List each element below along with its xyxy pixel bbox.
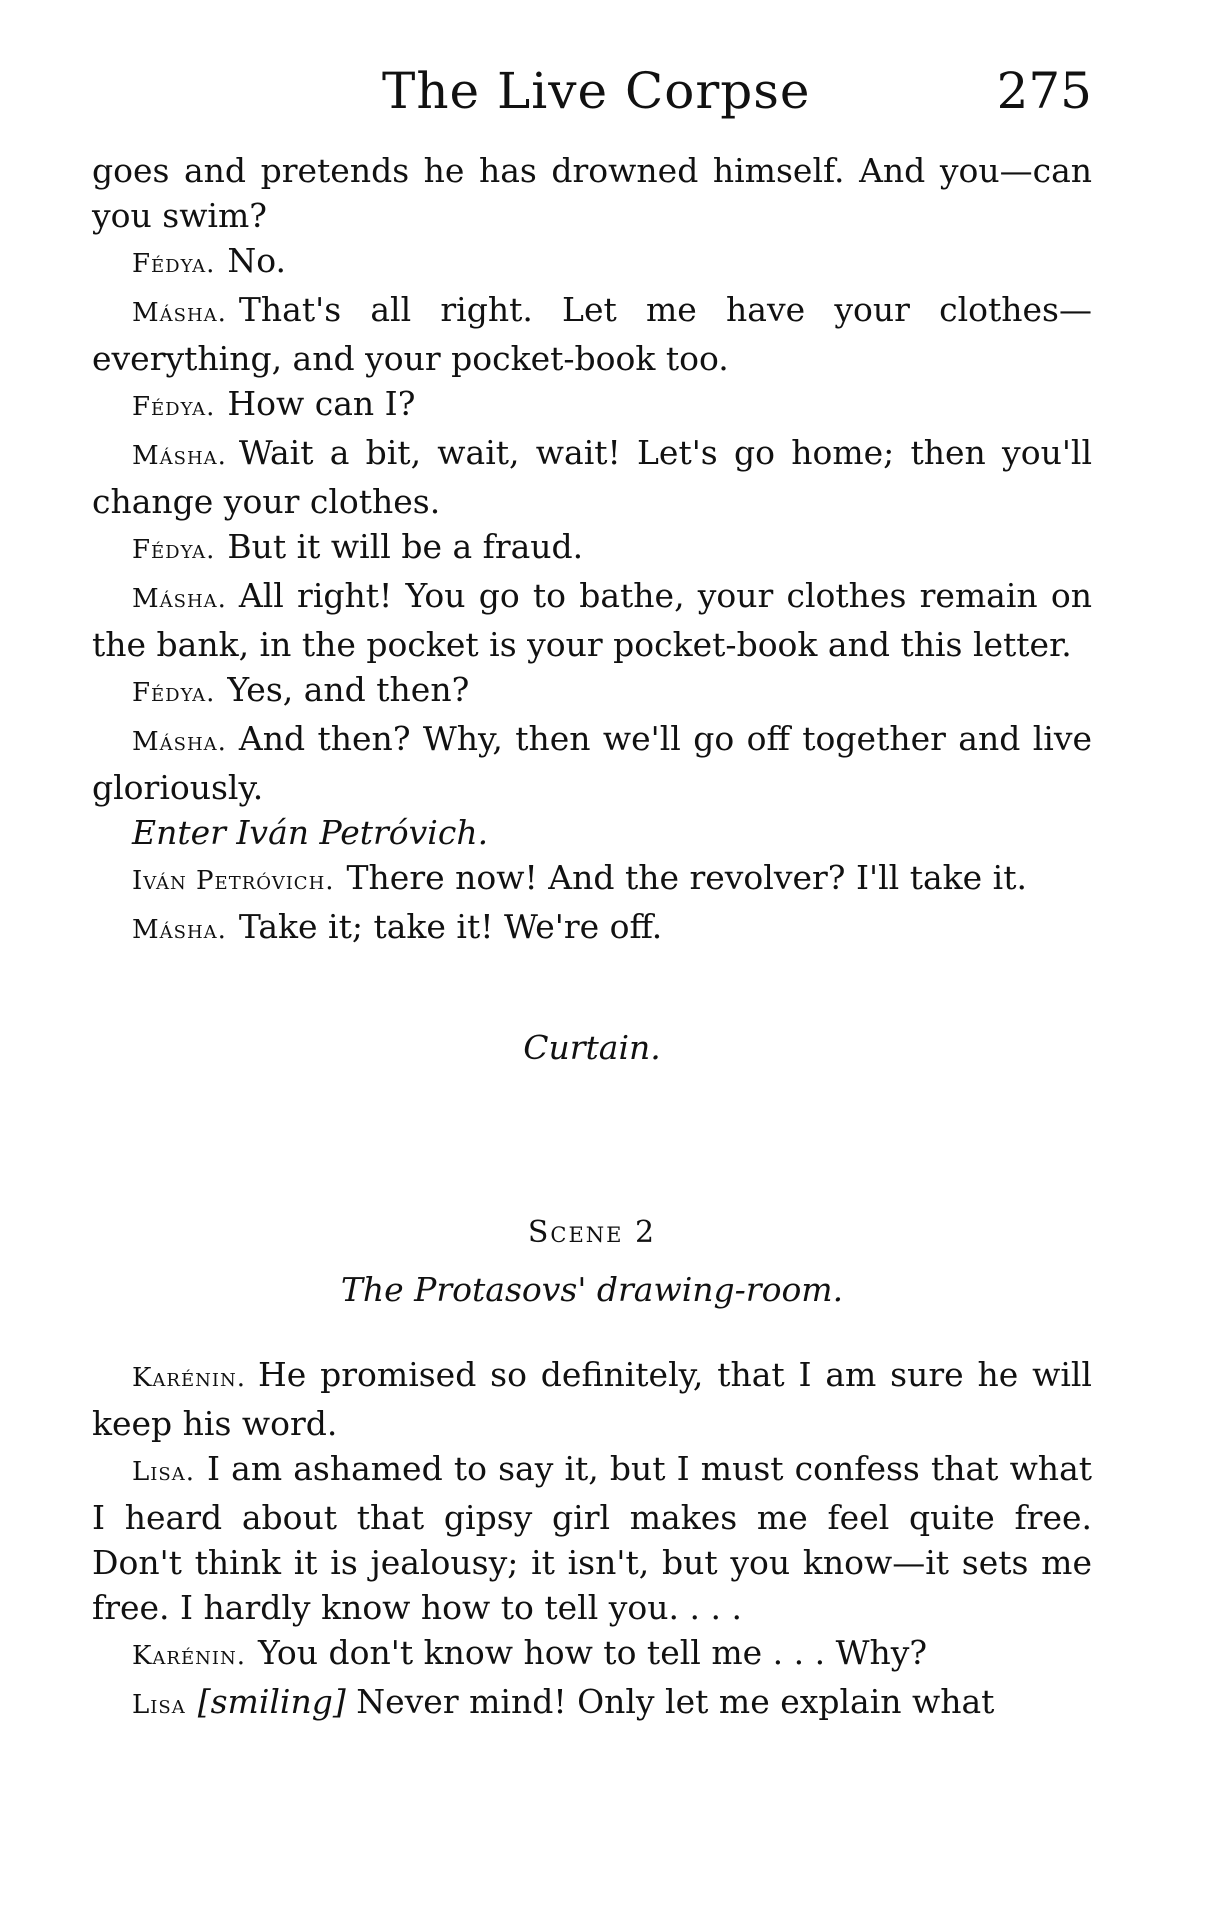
dialogue-line — [92, 1630, 1092, 1679]
dialogue-line — [92, 716, 1092, 810]
dialogue-line — [92, 1679, 1092, 1728]
speaker-name: Fédya. — [132, 392, 216, 422]
speaker-name: Másha. — [132, 298, 227, 328]
dialogue-line — [92, 287, 1092, 381]
speech-text: Yes, and then? — [227, 670, 470, 709]
dialogue-line — [92, 667, 1092, 716]
speaker-name: Iván Petróvich. — [132, 866, 335, 896]
dialogue-line — [92, 430, 1092, 524]
speaker-name: Karénin. — [132, 1363, 246, 1393]
dialogue-line — [92, 524, 1092, 573]
speech-text: And then? Why, then we'll go off together and live gloriously. — [92, 719, 1092, 807]
dialogue-line — [92, 1446, 1092, 1630]
scene-heading: Scene 2 — [527, 1215, 657, 1250]
running-head — [92, 62, 1092, 132]
speaker-name: Másha. — [132, 915, 227, 945]
speech-text: No. — [227, 241, 287, 280]
dialogue-line — [92, 238, 1092, 287]
speaker-name: Másha. — [132, 727, 227, 757]
speaker-name: Fédya. — [132, 535, 216, 565]
page-number: 275 — [996, 62, 1092, 120]
speech-text: All right! You go to bathe, your clothes remain on the bank, in the pocket is your pocket-book and this letter. — [92, 576, 1092, 664]
speaker-name: Másha. — [132, 441, 227, 471]
speaker-name: Lisa. — [132, 1457, 195, 1487]
scene-setting: The Protasovs' drawing-room. — [340, 1270, 844, 1309]
dialogue-line — [92, 855, 1092, 904]
speaker-name: Másha. — [132, 584, 227, 614]
inline-stage-direction: [smiling] — [197, 1682, 346, 1721]
speaker-name: Karénin. — [132, 1641, 246, 1671]
speaker-name: Fédya. — [132, 249, 216, 279]
dialogue-line — [92, 381, 1092, 430]
speech-text: I am ashamed to say it, but I must confess that what I heard about that gipsy girl makes me feel quite free. Don't think it is jealousy; it isn't, but you know—it sets me free. I hardly know how to tell you. . . . — [92, 1449, 1092, 1627]
speech-text: He promised so definitely, that I am sure he will keep his word. — [92, 1355, 1092, 1443]
speech-text: Take it; take it! We're off. — [238, 907, 663, 946]
stage-direction: Enter Iván Petróvich. — [132, 813, 489, 852]
opening-line: goes and pretends he has drowned himself. And you—can you swim? — [92, 151, 1092, 235]
dialogue-line — [92, 904, 1092, 953]
running-title: The Live Corpse — [382, 62, 811, 120]
speech-text: You don't know how to tell me . . . Why? — [258, 1633, 928, 1672]
speech-text: How can I? — [227, 384, 416, 423]
speech-text: But it will be a fraud. — [227, 527, 584, 566]
speaker-name: Lisa — [132, 1690, 186, 1720]
speech-text: Never mind! Only let me explain what — [356, 1682, 995, 1721]
speech-text: Wait a bit, wait, wait! Let's go home; then you'll change your clothes. — [92, 433, 1092, 521]
dialogue-line — [92, 1352, 1092, 1446]
body-text — [92, 148, 1092, 1728]
speech-text: There now! And the revolver? I'll take it. — [346, 858, 1027, 897]
speech-text: That's all right. Let me have your clothes—everything, and your pocket-book too. — [92, 290, 1092, 378]
curtain-direction: Curtain. — [523, 1028, 661, 1067]
speaker-name: Fédya. — [132, 678, 216, 708]
dialogue-line — [92, 573, 1092, 667]
